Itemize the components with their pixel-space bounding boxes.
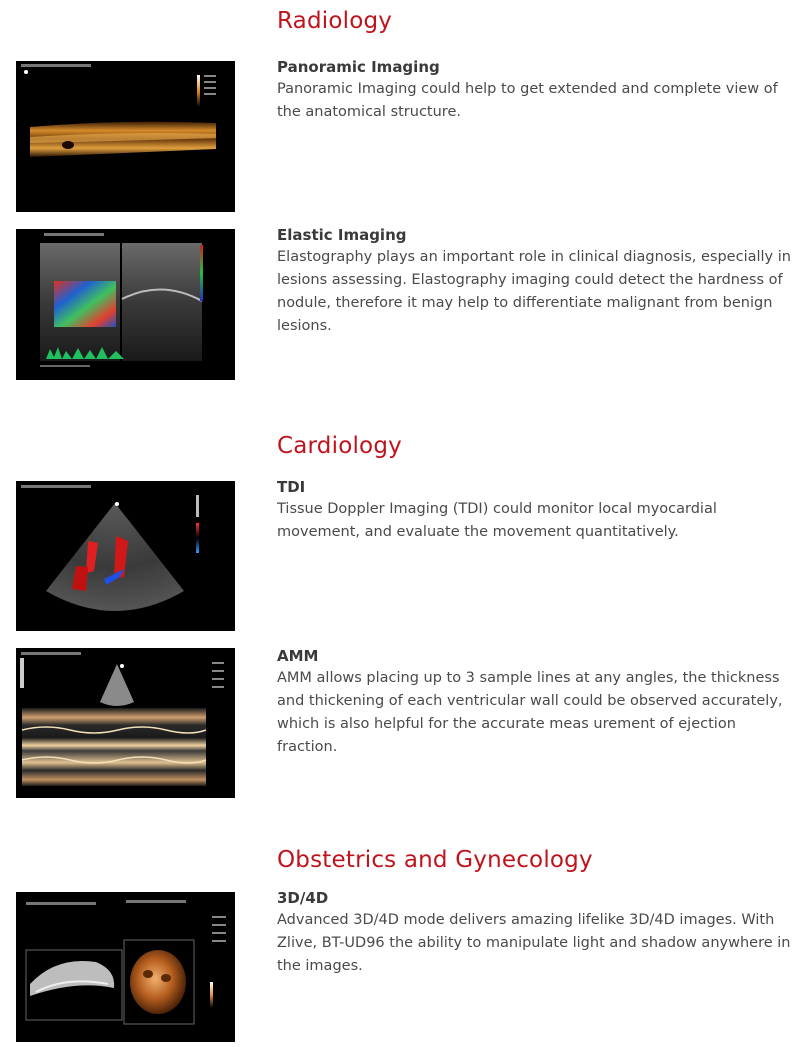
elastography-scan-image bbox=[16, 229, 235, 380]
feature-tdi bbox=[277, 478, 792, 544]
feature-heading: 3D/4D bbox=[277, 889, 329, 907]
feature-3d4d bbox=[277, 889, 792, 978]
section-title-cardiology: Cardiology bbox=[277, 433, 402, 459]
feature-description: Elastography plays an important role in clinical diagnosis, especially in lesions assessing. Elastography imaging could detect the hardness of nodule, therefore it may help to differentiate malignant from benign lesions. bbox=[277, 249, 791, 334]
3d4d-scan-image bbox=[16, 892, 235, 1042]
tdi-scan-image bbox=[16, 481, 235, 631]
amm-scan-image bbox=[16, 648, 235, 798]
feature-description: Tissue Doppler Imaging (TDI) could monitor local myocardial movement, and evaluate the movement quantitatively. bbox=[277, 501, 717, 540]
feature-amm bbox=[277, 647, 792, 759]
feature-heading: AMM bbox=[277, 647, 319, 665]
feature-description: AMM allows placing up to 3 sample lines at any angles, the thickness and thickening of each ventricular wall could be observed accurately, which is also helpful for the accurate meas urement of ejection fraction. bbox=[277, 670, 783, 755]
feature-description: Panoramic Imaging could help to get extended and complete view of the anatomical structure. bbox=[277, 81, 778, 120]
feature-description: Advanced 3D/4D mode delivers amazing lifelike 3D/4D images. With Zlive, BT-UD96 the ability to manipulate light and shadow anywhere in the images. bbox=[277, 912, 791, 974]
section-title-radiology: Radiology bbox=[277, 8, 393, 34]
section-title-obstetrics-gynecology: Obstetrics and Gynecology bbox=[277, 847, 593, 873]
feature-panoramic-imaging bbox=[277, 58, 792, 124]
feature-heading: TDI bbox=[277, 478, 306, 496]
panoramic-scan-image bbox=[16, 61, 235, 212]
feature-heading: Elastic Imaging bbox=[277, 226, 407, 244]
feature-elastic-imaging bbox=[277, 226, 792, 338]
feature-heading: Panoramic Imaging bbox=[277, 58, 440, 76]
